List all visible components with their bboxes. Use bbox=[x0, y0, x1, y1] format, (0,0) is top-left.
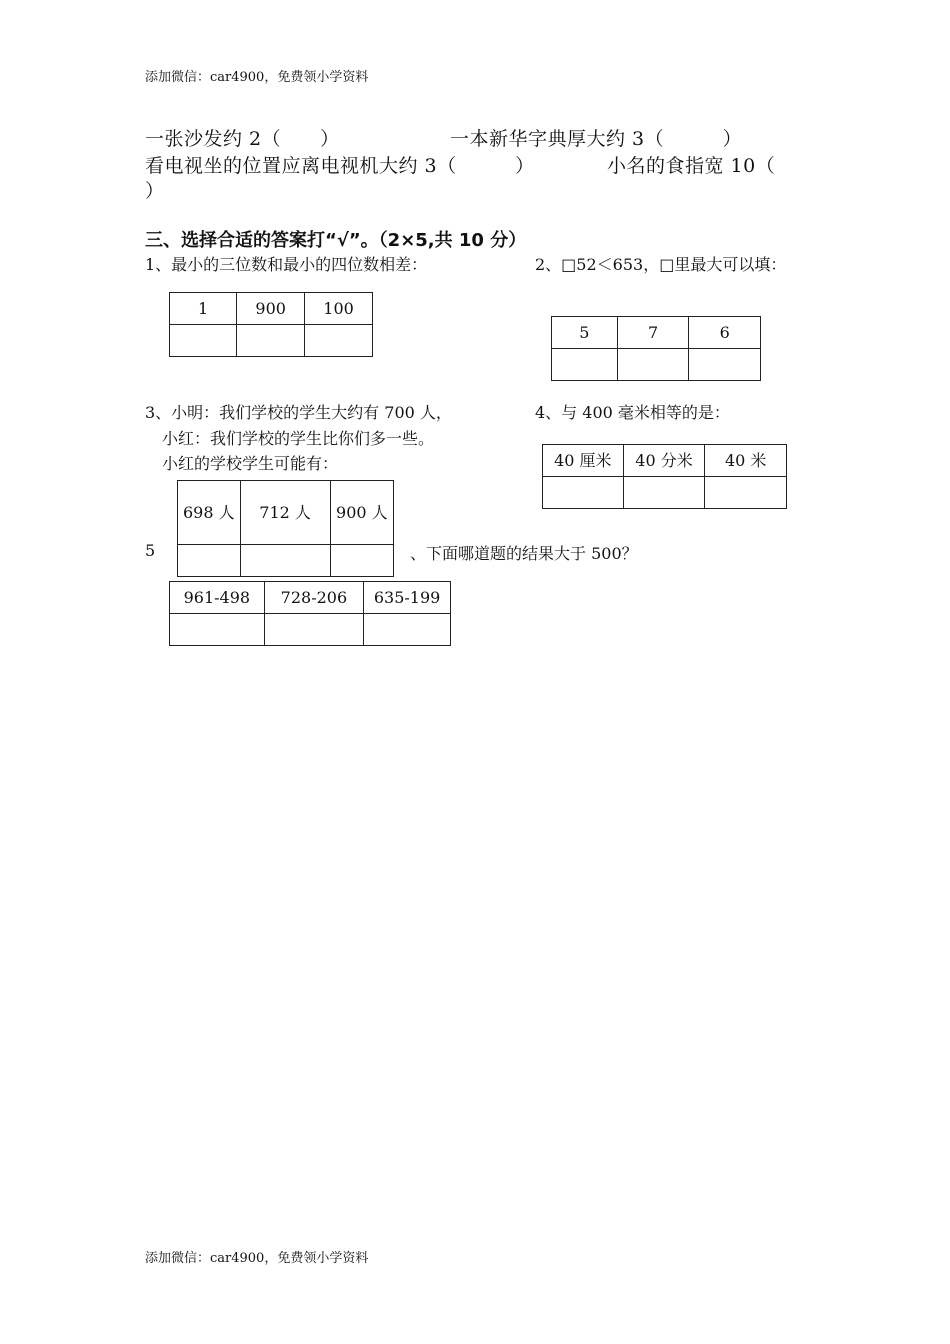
q4-answer-box-3[interactable] bbox=[705, 477, 787, 509]
q2-options-table bbox=[551, 316, 761, 381]
q5-text: 、下面哪道题的结果大于 500？ bbox=[410, 544, 638, 563]
q3-options-table bbox=[177, 480, 394, 577]
q3-line3: 小红的学校学生可能有： bbox=[162, 454, 339, 473]
fill-line3: ） bbox=[145, 180, 165, 202]
q1-option-3: 100 bbox=[305, 293, 373, 325]
q3-answer-box-1[interactable] bbox=[178, 545, 241, 577]
section3-title: 三、选择合适的答案打“√”。（2×5,共 10 分） bbox=[145, 230, 527, 251]
q3-line2: 小红：我们学校的学生比你们多一些。 bbox=[162, 429, 435, 448]
q5-answer-box-2[interactable] bbox=[264, 614, 364, 646]
q2-answer-box-3[interactable] bbox=[689, 349, 761, 381]
q5-option-2: 728-206 bbox=[264, 582, 364, 614]
footer-note: 添加微信：car4900，免费领小学资料 bbox=[145, 1251, 369, 1266]
q2-option-1: 5 bbox=[552, 317, 618, 349]
q4-text: 4、与 400 毫米相等的是： bbox=[535, 403, 730, 422]
q3-option-2: 712 人 bbox=[240, 481, 330, 545]
fill-line1-a: 一张沙发约 2（ ） bbox=[145, 128, 340, 150]
q5-option-3: 635-199 bbox=[364, 582, 451, 614]
q1-answer-box-1[interactable] bbox=[170, 325, 237, 357]
q3-option-3: 900 人 bbox=[330, 481, 393, 545]
q4-answer-box-2[interactable] bbox=[623, 477, 705, 509]
q4-option-1: 40 厘米 bbox=[543, 445, 624, 477]
q3-option-1: 698 人 bbox=[178, 481, 241, 545]
q4-answer-box-1[interactable] bbox=[543, 477, 624, 509]
fill-line1-b: 一本新华字典厚大约 3（ ） bbox=[450, 128, 743, 150]
header-note: 添加微信：car4900，免费领小学资料 bbox=[145, 70, 369, 85]
q5-answer-box-3[interactable] bbox=[364, 614, 451, 646]
q5-option-1: 961-498 bbox=[170, 582, 265, 614]
fill-line2-a: 看电视坐的位置应离电视机大约 3（ ） bbox=[145, 155, 535, 177]
q2-answer-box-1[interactable] bbox=[552, 349, 618, 381]
q4-options-table bbox=[542, 444, 787, 509]
q4-option-3: 40 米 bbox=[705, 445, 787, 477]
q1-option-2: 900 bbox=[237, 293, 305, 325]
q2-text: 2、□52＜653，□里最大可以填： bbox=[535, 255, 787, 274]
q5-number: 5 bbox=[145, 541, 156, 560]
q1-options-table bbox=[169, 292, 373, 357]
q3-answer-box-2[interactable] bbox=[240, 545, 330, 577]
q3-answer-box-3[interactable] bbox=[330, 545, 393, 577]
q2-answer-box-2[interactable] bbox=[617, 349, 689, 381]
q1-text: 1、最小的三位数和最小的四位数相差： bbox=[145, 255, 428, 274]
q3-line1: 3、小明：我们学校的学生大约有 700 人， bbox=[145, 403, 452, 422]
q2-option-3: 6 bbox=[689, 317, 761, 349]
q2-option-2: 7 bbox=[617, 317, 689, 349]
q1-answer-box-3[interactable] bbox=[305, 325, 373, 357]
q5-options-table bbox=[169, 581, 451, 646]
q4-option-2: 40 分米 bbox=[623, 445, 705, 477]
fill-line2-b: 小名的食指宽 10（ bbox=[607, 155, 776, 177]
q1-option-1: 1 bbox=[170, 293, 237, 325]
q1-answer-box-2[interactable] bbox=[237, 325, 305, 357]
q5-answer-box-1[interactable] bbox=[170, 614, 265, 646]
